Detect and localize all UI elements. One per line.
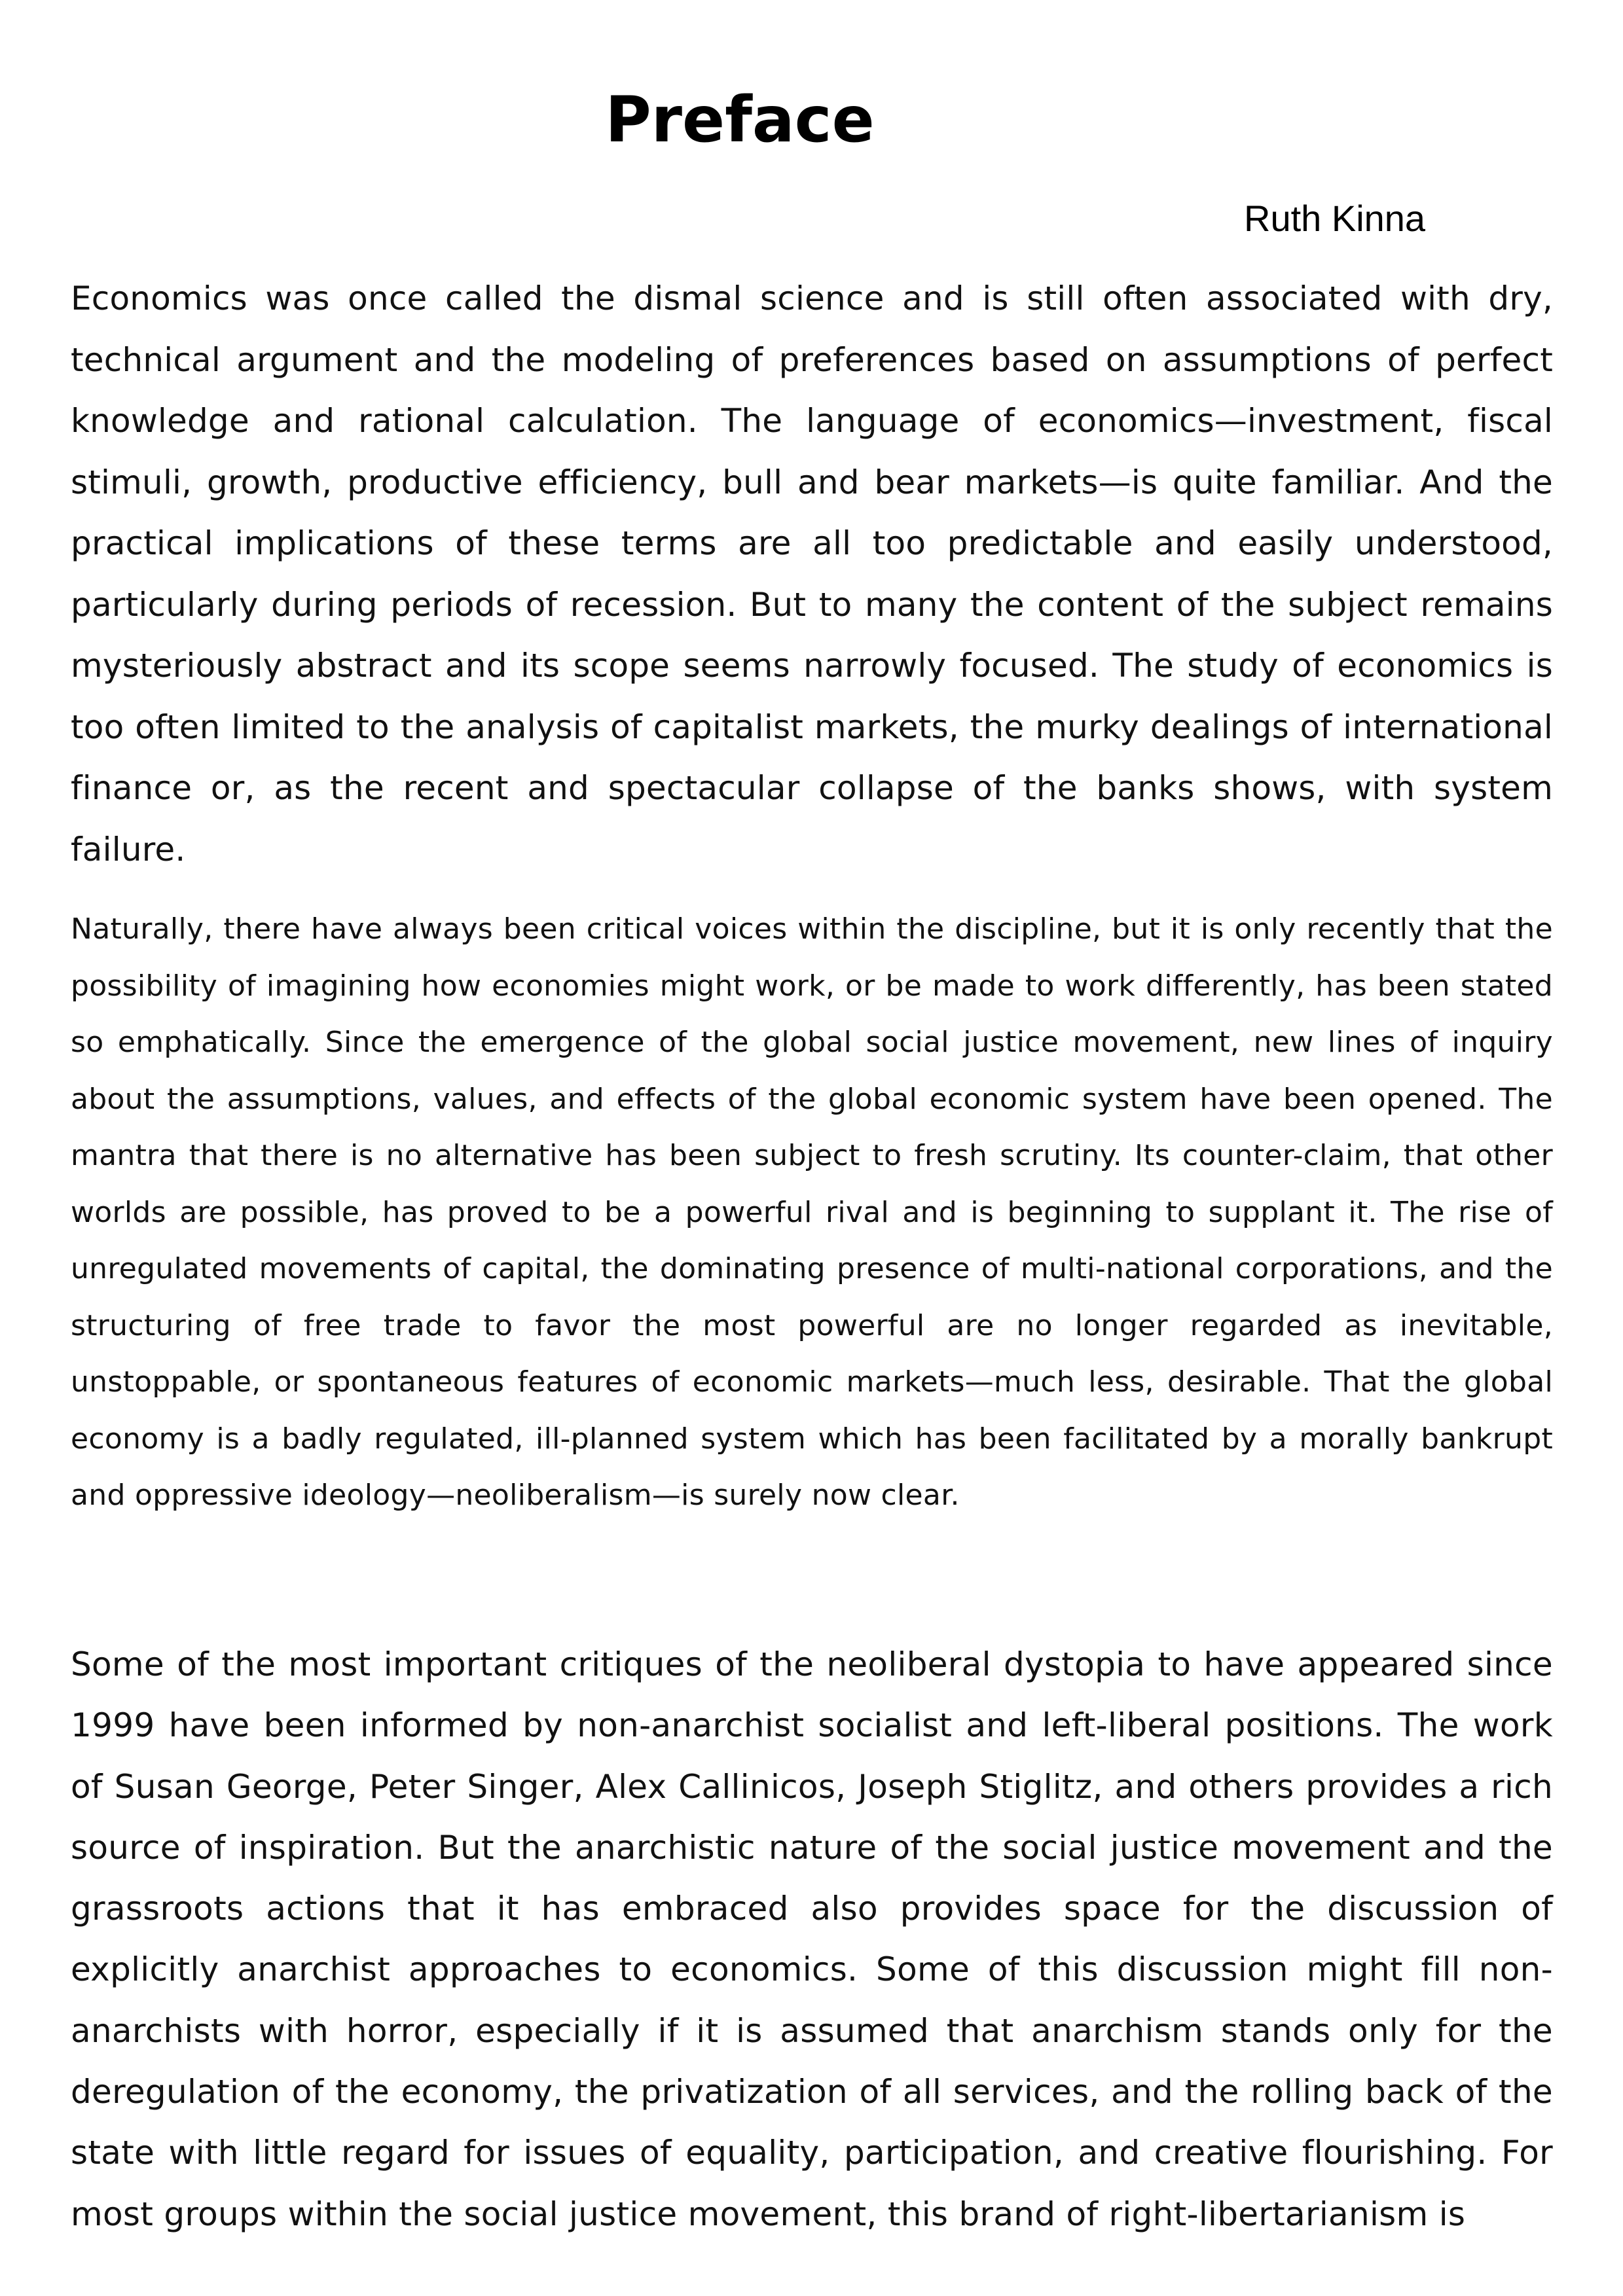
- paragraph-3: Some of the most important critiques of the neoliberal dystopia to have appeared since 1999 have been informed by non-anarchist socialist and left-liberal positions. The work of Susan George, Peter Singer, Alex Callinicos, Joseph Stiglitz, and others provides a rich source of inspiration. But the anarchistic nature of the social justice movement and the grassroots actions that it has embraced also provides space for the discussion of explicitly anarchist approaches to economics. Some of this discussion might fill non-anarchists with horror, especially if it is assumed that anarchism stands only for the deregulation of the economy, the privatization of all services, and the rolling back of the state with little regard for issues of equality, participation, and creative flourishing. For most groups within the social justice movement, this brand of right-libertarianism is: [71, 1645, 1553, 2233]
- page-title: Preface: [605, 83, 875, 156]
- author-name: Ruth Kinna: [1244, 198, 1426, 239]
- paragraph-1: Economics was once called the dismal science and is still often associated with dry, technical argument and the modeling of preferences based on assumptions of perfect knowledge and rational calculation. The language of economics—investment, fiscal stimuli, growth, productive efficiency, bull and bear markets—is quite familiar. And the practical implications of these terms are all too predictable and easily understood, particularly during periods of recession. But to many the content of the subject remains mysteriously abstract and its scope seems narrowly focused. The study of economics is too often limited to the analysis of capitalist markets, the murky dealings of international finance or, as the recent and spectacular collapse of the banks shows, with system failure.: [71, 279, 1553, 869]
- paragraph-2: Naturally, there have always been critical voices within the discipline, but it is only recently that the possibility of imagining how economies might work, or be made to work differently, has been stated so emphatically. Since the emergence of the global social justice movement, new lines of inquiry about the assumptions, values, and effects of the global economic system have been opened. The mantra that there is no alternative has been subject to fresh scrutiny. Its counter-claim, that other worlds are possible, has proved to be a powerful rival and is beginning to supplant it. The rise of unregulated movements of capital, the dominating presence of multi-national corporations, and the structuring of free trade to favor the most powerful are no longer regarded as inevitable, unstoppable, or spontaneous features of economic markets—much less, desirable. That the global economy is a badly regulated, ill-planned system which has been facilitated by a morally bankrupt and oppressive ideology—neoliberalism—is surely now clear.: [71, 912, 1553, 1512]
